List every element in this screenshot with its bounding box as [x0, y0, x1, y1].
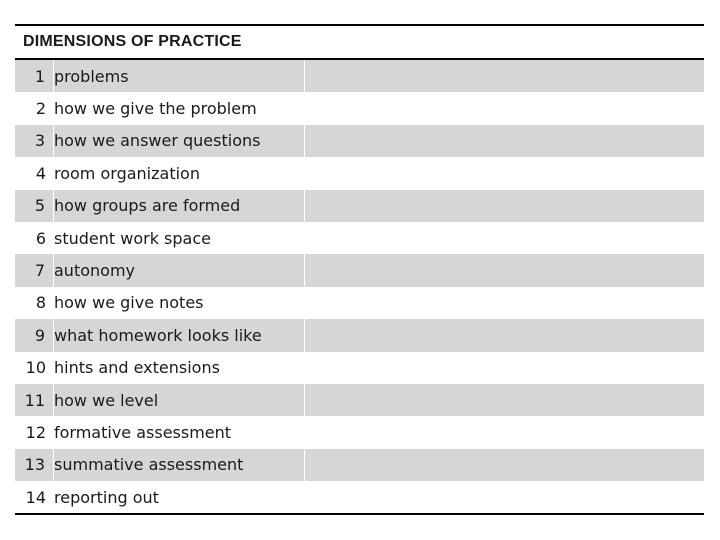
row-label: problems: [54, 60, 305, 92]
row-number: 5: [15, 190, 54, 222]
row-blank-cell: [305, 222, 704, 254]
table-row: [15, 416, 704, 448]
row-blank-cell: [305, 60, 704, 92]
row-blank-cell: [305, 125, 704, 157]
table-row: [15, 449, 704, 481]
row-number: 4: [35, 163, 46, 183]
row-number: 7: [15, 254, 54, 286]
table-row: [15, 384, 704, 416]
row-number: 12: [25, 422, 46, 442]
row-label: room organization: [54, 163, 200, 183]
row-label: how we give the problem: [54, 99, 257, 119]
row-blank-cell: [305, 157, 704, 189]
row-label: reporting out: [54, 487, 159, 507]
row-number: 9: [15, 319, 54, 351]
table-row: [15, 157, 704, 189]
row-number: 11: [15, 384, 54, 416]
row-blank-cell: [305, 352, 704, 384]
table-row: [15, 92, 704, 124]
row-blank-cell: [305, 481, 704, 513]
row-number: 6: [35, 228, 46, 248]
row-label: how groups are formed: [54, 190, 305, 222]
row-label: how we give notes: [54, 293, 204, 313]
table-row: [15, 352, 704, 384]
row-number: 2: [35, 99, 46, 119]
row-label: how we level: [54, 384, 305, 416]
table-row: [15, 190, 704, 222]
table-row: [15, 287, 704, 319]
row-number: 8: [35, 293, 46, 313]
row-number: 13: [15, 449, 54, 481]
row-blank-cell: [305, 254, 704, 286]
table-row: [15, 222, 704, 254]
row-blank-cell: [305, 384, 704, 416]
row-number: 10: [25, 358, 46, 378]
row-blank-cell: [305, 287, 704, 319]
row-label: how we answer questions: [54, 125, 305, 157]
row-number: 14: [25, 487, 46, 507]
row-number: 3: [15, 125, 54, 157]
row-label: student work space: [54, 228, 211, 248]
table-row: [15, 481, 704, 513]
row-label: what homework looks like: [54, 319, 305, 351]
table-row: [15, 60, 704, 92]
table-row: [15, 319, 704, 351]
row-blank-cell: [305, 190, 704, 222]
row-label: hints and extensions: [54, 358, 220, 378]
row-blank-cell: [305, 416, 704, 448]
dimensions-table: [15, 24, 704, 515]
row-label: autonomy: [54, 254, 305, 286]
row-blank-cell: [305, 449, 704, 481]
table-row: [15, 125, 704, 157]
row-label: summative assessment: [54, 449, 305, 481]
row-blank-cell: [305, 319, 704, 351]
row-label: formative assessment: [54, 422, 232, 442]
table-title: DIMENSIONS OF PRACTICE: [15, 26, 704, 60]
table-row: [15, 254, 704, 286]
row-number: 1: [15, 60, 54, 92]
row-blank-cell: [305, 92, 704, 124]
